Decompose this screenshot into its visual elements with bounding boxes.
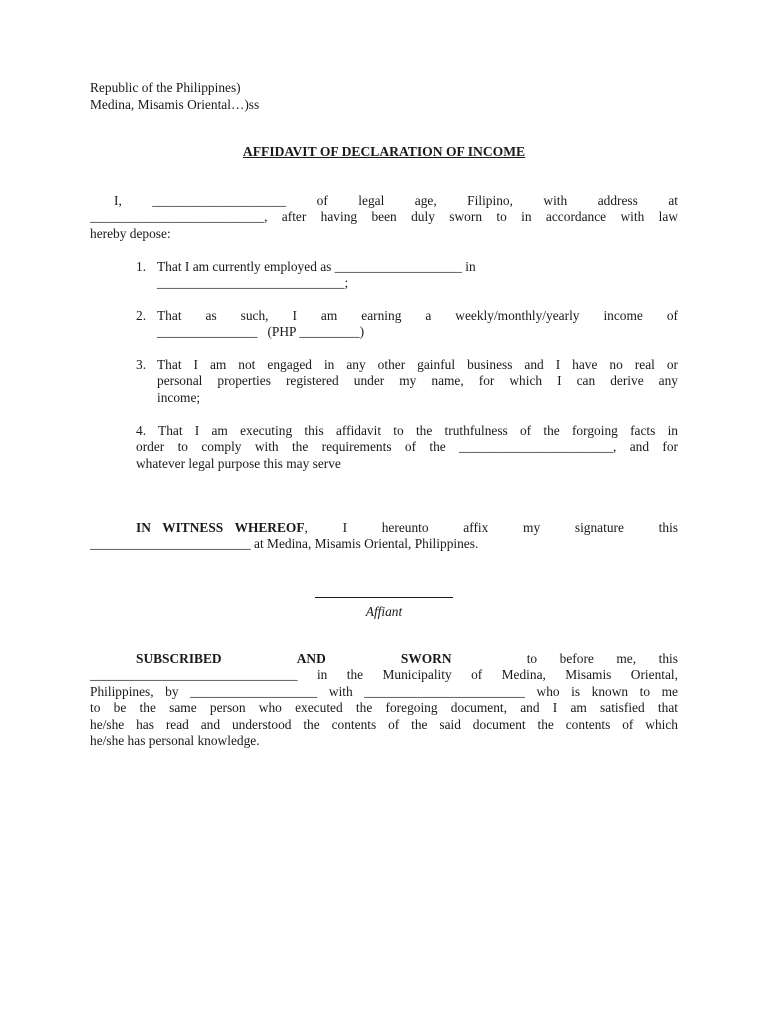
jurat-paragraph [90, 651, 678, 749]
jurat-line: he/she has read and understood the contents of the said document the contents of which [90, 716, 678, 732]
list-item-text: That as such, I am earning a weekly/monthly/yearly income of [157, 308, 678, 323]
list-item-text: personal properties registered under my name, for which I can derive any [157, 373, 678, 389]
intro-line: __________________________, after having been duly sworn to in accordance with law [90, 209, 678, 225]
list-item-text: That I am currently employed as ___________________ in [157, 259, 476, 274]
list-item-number: 1. [136, 259, 147, 274]
venue-line-country: Republic of the Philippines) [90, 80, 241, 95]
document-title: AFFIDAVIT OF DECLARATION OF INCOME [242, 144, 526, 159]
witness-line: ________________________ at Medina, Misamis Oriental, Philippines. [90, 536, 479, 552]
list-item [136, 259, 678, 292]
jurat-line: he/she has personal knowledge. [90, 733, 260, 749]
intro-line: hereby depose: [90, 225, 171, 241]
list-item-text: ____________________________; [157, 275, 349, 291]
affiant-signature-block [90, 584, 678, 620]
witness-line [90, 520, 678, 536]
witness-text: , I hereunto affix my signature this [304, 520, 678, 535]
list-item-text: income; [157, 389, 201, 405]
list-item [136, 357, 678, 406]
witness-paragraph [90, 520, 678, 553]
venue-header [90, 79, 259, 113]
list-item [136, 308, 678, 341]
venue-line-municipality: Medina, Misamis Oriental…)ss [90, 97, 260, 112]
jurat-heading-sworn: SWORN [400, 651, 452, 666]
jurat-heading-and: AND [296, 651, 326, 666]
list-item-text: That I am not engaged in any other gainful business and I have no real or [157, 357, 678, 372]
list-item-text: order to comply with the requirements of the _______________________, and for [136, 439, 678, 455]
jurat-line: _______________________________ in the Municipality of Medina, Misamis Oriental, [90, 667, 678, 683]
jurat-line [90, 651, 678, 667]
jurat-line: to be the same person who executed the foregoing document, and I am satisfied that [90, 700, 678, 716]
signature-line [315, 584, 453, 598]
list-item [136, 423, 678, 472]
list-item-number: 3. [136, 357, 147, 372]
jurat-text: to before me, this [526, 651, 678, 666]
affidavit-page [90, 0, 678, 1024]
witness-heading: IN WITNESS WHEREOF [136, 520, 305, 535]
jurat-line: Philippines, by ___________________ with ________________________ who is known to me [90, 683, 678, 699]
affiant-label: Affiant [365, 604, 403, 619]
intro-paragraph [90, 193, 678, 242]
list-item-text: 4. That I am executing this affidavit to the truthfulness of the forgoing facts in [136, 423, 678, 438]
intro-line: I, ____________________ of legal age, Filipino, with address at [114, 193, 678, 208]
list-item-number: 2. [136, 308, 147, 323]
jurat-heading-subscribed: SUBSCRIBED [136, 651, 222, 666]
list-item-text: whatever legal purpose this may serve [136, 455, 341, 471]
list-item-text: _______________ (PHP _________) [157, 324, 365, 340]
